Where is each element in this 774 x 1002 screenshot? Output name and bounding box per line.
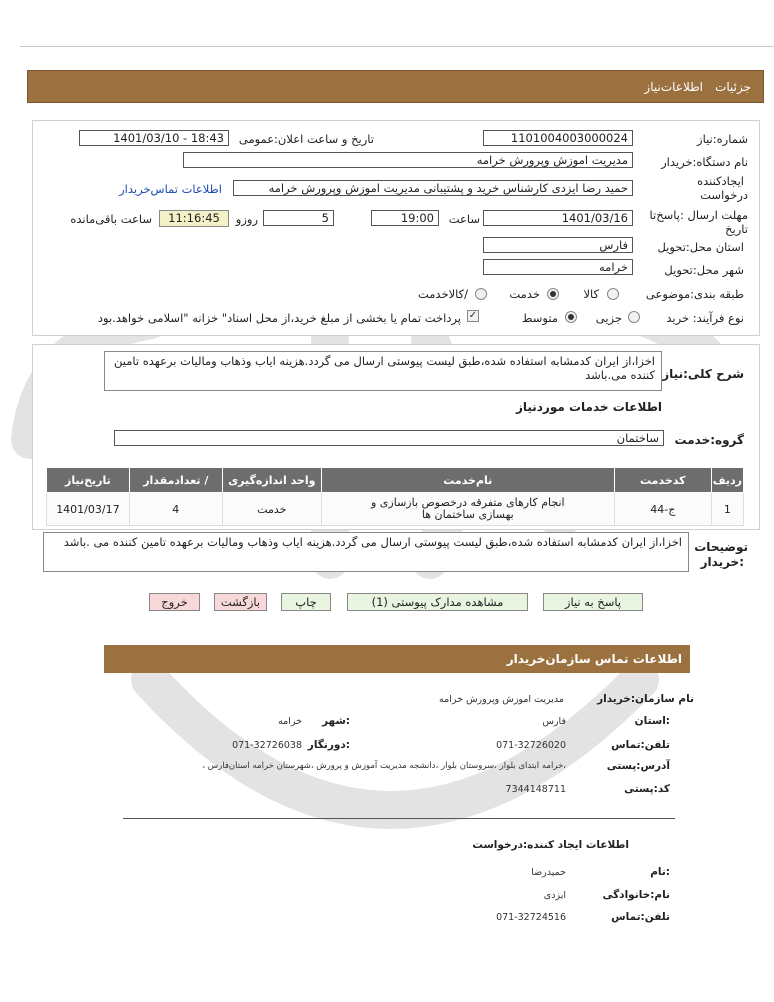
creator-phone-label: تلفن:تماس [611, 911, 670, 923]
cell-index: 1 [711, 493, 743, 526]
process-option-medium: متوسط [521, 311, 558, 325]
creator-label-1: ایجادکننده [697, 174, 744, 188]
process-label: نوع فرآیند: خرید [666, 311, 744, 325]
contact-city: خرامه [278, 716, 302, 727]
deadline-date-field: 1401/03/16 [483, 210, 633, 226]
remaining-time: 11:16:45 [159, 210, 229, 227]
buyer-note-text: اخزا،از ایران کدمشابه استفاده شده،طبق لیست پیوستی ارسال می گردد.هزینه ایاب وذهاب ومالیات برعهده تامین کننده می .باشد [43, 532, 689, 572]
buyer-note-label-1: توضیحات [694, 540, 748, 554]
cell-unit: خدمت [222, 493, 321, 526]
back-button[interactable]: بازگشت [214, 593, 267, 611]
buyer-contact-link[interactable]: اطلاعات تماس‌خریدار [119, 182, 222, 196]
contact-fax: 071-32726038 [232, 740, 302, 751]
cell-date: 1401/03/17 [47, 493, 130, 526]
days-label: روزو [235, 212, 258, 226]
deadline-label-2: تاریخ [725, 222, 748, 236]
summary-text: اخزا،از ایران کدمشابه استفاده شده،طبق لیست پیوستی ارسال می گردد.هزینه ایاب وذهاب ومالیات برعهده تامین کننده می.باشد [104, 351, 662, 391]
creator-family: ایزدی [543, 890, 566, 901]
creator-field: حمید رضا ایزدی کارشناس خرید و پشتیبانی مدیریت اموزش وپرورش خرامه [233, 180, 633, 196]
payment-note: پرداخت تمام یا بخشی از مبلغ خرید،از محل اسناد" خزانه "اسلامی خواهد.بود [97, 311, 461, 325]
deadline-time-field: 19:00 [371, 210, 439, 226]
cell-name: انجام کارهای متفرقه درخصوص بازسازی و بهسازی ساختمان ها [321, 493, 614, 526]
contact-address-label: آدرس:پستی [606, 760, 670, 772]
top-divider [20, 46, 774, 47]
buyer-org-label: نام دستگاه:خریدار [661, 155, 748, 169]
process-radio-medium[interactable] [565, 311, 577, 323]
contact-postal: 7344148711 [505, 784, 566, 795]
contact-phone: 071-32726020 [496, 740, 566, 751]
category-radio-service[interactable] [547, 288, 559, 300]
contact-address: ،خرامه ابتدای بلوار ،سروستان بلوار ،دانشجه مدیریت آموزش و پرورش ،شهرستان خرامه استان‌فارس ، [202, 761, 566, 771]
announce-field: 1401/03/10 - 18:43 [79, 130, 229, 146]
col-qty: / تعدادمقدار [129, 468, 222, 493]
payment-checkbox[interactable]: ✓ [468, 310, 478, 321]
print-button[interactable]: چاپ [281, 593, 331, 611]
city-label: شهر محل:تحویل [664, 263, 744, 277]
city-field: خرامه [483, 259, 633, 275]
exit-button[interactable]: خروج [149, 593, 200, 611]
creator-label-2: درخواست [700, 188, 748, 202]
col-date: تاریخ‌نیاز [47, 468, 130, 493]
days-field: 5 [263, 210, 334, 226]
header-bar [27, 70, 764, 103]
contact-fax-label: :دورنگار [307, 739, 350, 751]
deadline-label-1: مهلت ارسال :پاسخ‌تا [649, 208, 748, 222]
province-label: استان محل:تحویل [657, 240, 744, 254]
contact-province: فارس [542, 716, 566, 727]
cell-code: ج-44 [614, 493, 711, 526]
services-table [46, 467, 744, 526]
summary-label: شرح کلی:نیاز [662, 367, 744, 381]
contact-postal-label: کد:پستی [624, 783, 670, 795]
category-option-goods: کالا [583, 287, 599, 301]
announce-label: تاریخ و ساعت اعلان:عمومی [238, 132, 374, 146]
services-title: اطلاعات خدمات موردنیاز [515, 400, 662, 414]
category-option-goods-service: /کالاخدمت [417, 287, 468, 301]
time-label: ساعت [448, 212, 480, 226]
category-option-service: خدمت [509, 287, 540, 301]
table-row [47, 493, 744, 526]
tab-details[interactable]: جزئیات [715, 80, 751, 94]
col-unit: واحد اندازه‌گیری [222, 468, 321, 493]
reply-button[interactable]: پاسخ به نیاز [543, 593, 643, 611]
col-index: ردیف [711, 468, 743, 493]
remaining-label: ساعت باقی‌مانده [70, 212, 152, 226]
contact-header-bar [104, 645, 690, 673]
buyer-note-label-2: :خریدار [700, 555, 744, 569]
creator-phone: 071-32724516 [496, 912, 566, 923]
creator-name: حمیدرضا [531, 867, 566, 878]
need-no-label: شماره:نیاز [697, 132, 748, 146]
contact-province-label: :استان [634, 715, 670, 727]
creator-family-label: نام:خانوادگی [602, 889, 670, 901]
need-no-field: 1101004003000024 [483, 130, 633, 146]
creator-name-label: :نام [650, 866, 670, 878]
contact-divider [123, 818, 675, 819]
service-group-field: ساختمان [114, 430, 664, 446]
buyer-org-field: مدیریت اموزش وپرورش خرامه [183, 152, 633, 168]
contact-org-label: نام سازمان:خریدار [597, 693, 694, 705]
category-label: طبقه بندی:موضوعی [645, 287, 744, 301]
contact-phone-label: تلفن:تماس [611, 739, 670, 751]
tab-need-info[interactable]: اطلاعات‌نیاز [644, 80, 703, 94]
service-group-label: گروه:خدمت [674, 433, 744, 447]
col-code: کدخدمت [614, 468, 711, 493]
process-radio-minor[interactable] [628, 311, 640, 323]
province-field: فارس [483, 237, 633, 253]
process-option-minor: جزیی [595, 311, 622, 325]
category-radio-goods[interactable] [607, 288, 619, 300]
contact-city-label: :شهر [322, 715, 350, 727]
category-radio-goods-service[interactable] [475, 288, 487, 300]
cell-qty: 4 [129, 493, 222, 526]
contact-title: اطلاعات تماس سازمان‌خریدار [506, 652, 682, 666]
creator-info-title: اطلاعات ایجاد کننده:درخواست [472, 839, 629, 851]
col-name: نام‌خدمت [321, 468, 614, 493]
contact-org: مدیریت اموزش وپرورش خرامه [439, 694, 564, 705]
attachments-button[interactable]: مشاهده مدارک پیوستی (1) [347, 593, 528, 611]
